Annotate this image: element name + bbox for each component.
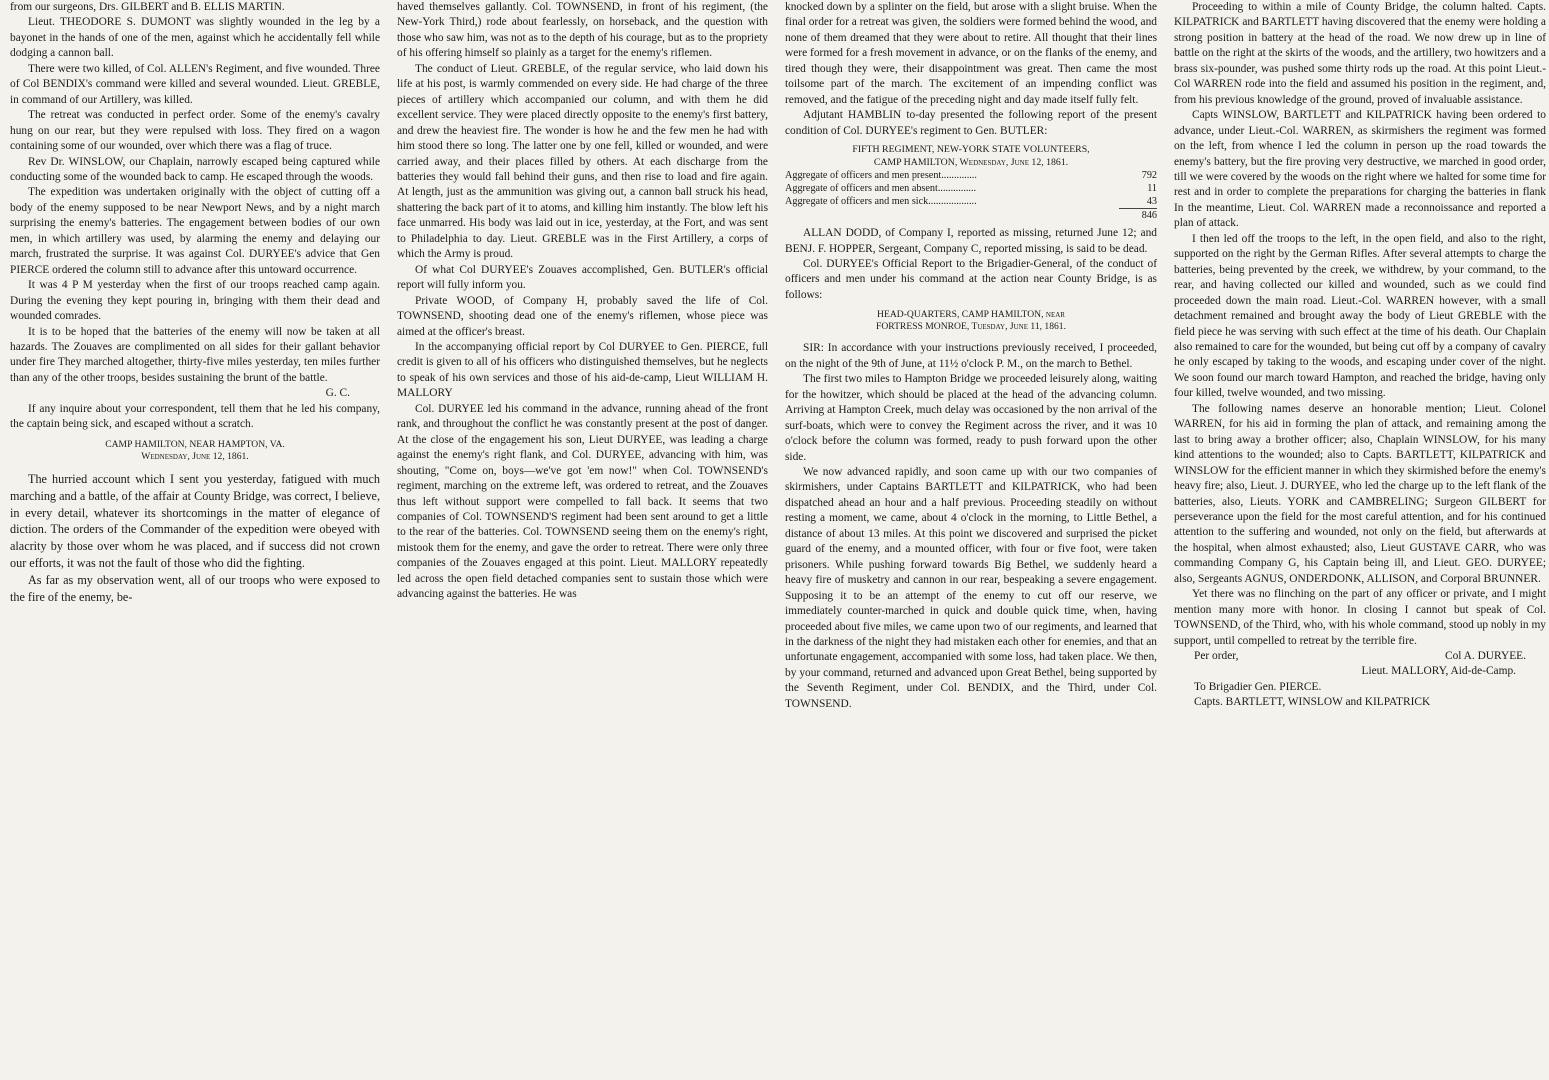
paragraph: In the accompanying official report by Col DURYEE to Gen. PIERCE, full credit is given to all of his officers who distinguished themselves, but he neglects to speak of his own services and those of his aid-de-camp, Lieut WILLIAM H. MALLORY [397, 340, 768, 400]
row-value: 11 [1147, 183, 1157, 195]
table-subheader: CAMP HAMILTON, Wednesday, June 12, 1861. [873, 157, 1069, 169]
paragraph: Private WOOD, of Company H, probably saved the life of Col. TOWNSEND, shooting dead one of the enemy's riflemen, whose piece was aimed at the officer's breast. [397, 294, 768, 338]
paragraph: Rev Dr. WINSLOW, our Chaplain, narrowly escaped being captured while conducting some of the wounded back to camp. He escaped through the woods. [10, 155, 380, 183]
paragraph: Col. DURYEE led his command in the advance, running ahead of the front rank, and throughout the conflict he was constantly present at the post of danger. At the close of the engagement his son, Lieut DURYEE, was leading a charge against the enemy's right flank, and Col. DURYEE, advancing with him, was shouting, "Come on, boys—we've got 'em now!" when Col. TOWNSEND's regiment, marching on the extreme left, was ordered to retreat, and the Zouaves thus left without support were compelled to fall back. It seems that two companies of Col. TOWNSEND'S regiment had been sent around to get a little to the rear of the batteries. Col. TOWNSEND seeing them on the enemy's right, mistook them for the enemy, and gave the order to retreat. There were only three companies of the Zouaves engaged at this point. Lieut. MALLORY repeatedly led across the open field detached companies sent to sustain those which were advancing against the batteries. He was [397, 402, 768, 601]
column-2 [391, 0, 774, 1080]
row-label: Aggregate of officers and men present.............. [785, 170, 977, 182]
table-row [785, 169, 1157, 182]
paragraph: SIR: In accordance with your instructions previously received, I proceeded, on the night of the 9th of June, at 11½ o'clock P. M., on the march to Bethel. [785, 342, 1157, 370]
table-header: FIFTH REGIMENT, NEW-YORK STATE VOLUNTEERS, [852, 144, 1090, 156]
signature-line [1174, 649, 1546, 664]
paragraph: knocked down by a splinter on the field, but arose with a slight bruise. When the final order for a retreat was given, the soldiers were formed behind the wood, and none of them dreamed that they were about to retire. All thought that their lines were formed for a fresh movement in advance, or on the flanks of the enemy, and tired though they were, their disappointment was great. Then came the most toilsome part of the march. The excitement of an impending conflict was removed, and the fatigue of the preceding night and day made itself fully felt. [785, 1, 1157, 106]
paragraph: As far as my observation went, all of our troops who were exposed to the fire of the enemy, be- [10, 573, 380, 605]
column-4 [1168, 0, 1549, 1080]
paragraph: Adjutant HAMBLIN to-day presented the following report of the present condition of Col. DURYEE's regiment to Gen. BUTLER: [785, 109, 1157, 137]
paragraph: Proceeding to within a mile of County Bridge, the column halted. Capts. KILPATRICK and BARTLETT having discovered that the enemy were holding a strong position in battery at the head of the road. We now drew up in line of battle on the right at the skirts of the woods, and the artillery, two howitzers and a brass six-pounder, was pushed some thirty rods up the road. At this point Lieut.-Col WARREN rode into the field and assumed his position in the regiment, and, from his previous knowledge of the ground, proved of invaluable assistance. [1174, 1, 1546, 106]
paragraph: The retreat was conducted in perfect order. Some of the enemy's cavalry hung on our rear, but they were repulsed with loss. They fired on a wagon containing some of our wounded, over which there was a flag of truce. [10, 109, 380, 153]
paragraph: I then led off the troops to the left, in the open field, and also to the right, supported on the right by the German Rifles. After several attempts to charge the batteries, being prevented by the creek, we withdrew, by your command, to the rear, and having collected our killed and wounded, such as we could find proceeded down the main road. Lieut.-Col. WARREN however, with a small detachment remained and brought away the body of Lieut GREBLE with the field piece he was serving with such effect at the time of his death. Our Chaplain also remained to care for the wounded, but being cut off by a company of cavalry he only escaped by taking to the woods, and escaping under cover of the night. We soon found our march toward Hampton, and reached the bridge, having only four killed, twelve wounded, and two missing. [1174, 232, 1546, 400]
paragraph: The hurried account which I sent you yesterday, fatigued with much marching and a battle, of the affair at County Bridge, was correct, I believe, in every detail, whatever its shortcomings in the matter of elegance of diction. The orders of the Commander of the expedition were obeyed with alacrity by those over whom he was placed, and if success did not crown our efforts, it was not the fault of those who did the fighting. [10, 471, 380, 571]
dateline-place: CAMP HAMILTON, NEAR HAMPTON, VA. [105, 438, 285, 450]
dateline-place: HEAD-QUARTERS, CAMP HAMILTON, near [877, 309, 1065, 321]
row-value: 43 [1146, 196, 1157, 208]
addressee: To Brigadier Gen. PIERCE. [1194, 680, 1322, 693]
paragraph: The conduct of Lieut. GREBLE, of the regular service, who laid down his life at his post, is warmly commended on every side. He had charge of the three pieces of artillery which accompanied our column, and with them he did excellent service. They were placed directly opposite to the enemy's first battery, and drew the heaviest fire. The wonder is how he and the few men he had with him stood there so long. The latter one by one fell, killed or wounded, and were carried away, and their places filled by others. At each discharge from the batteries they would fall behind their guns, and then rise to load and fire again. At length, just as the ammunition was giving out, a cannon ball struck his head, shattering the back part of it to atoms, and killing him instantly. The blow left his face unmarred. His body was laid out in ice, yesterday, at the Fort, and was sent to Philadelphia to day. Lieut. GREBLE was in the First Artillery, a corps of which the Army is proud. [397, 62, 768, 261]
row-value: 792 [1141, 170, 1157, 182]
paragraph: We now advanced rapidly, and soon came up with our two companies of skirmishers, under Captains BARTLETT and KILPATRICK, who had been dispatched ahead an hour and a half previous. Proceeding steadily on without resting a moment, we came, about 4 o'clock in the morning, to Little Bethel, a distance of about 13 miles. At this point we discovered and surprised the picket guard of the enemy, and a mounted officer, with four or five foot, were taken prisoners. While pushing forward towards Big Bethel, we suddenly heard a heavy fire of musketry and cannon in our rear, bespeaking a severe engagement. Supposing it to be an attempt of the enemy to cut off our reserve, we immediately counter-marched in quick and double quick time, when, having proceeded about five miles, we came upon two of our regiments, and learned that in the darkness of the night they had mistaken each other for enemies, and that an unfortunate engagement, accompanied with some loss, had taken place. We then, by your command, returned and advanced upon Great Bethel, being supported by the Seventh Regiment, under Col. BENDIX, and the Third, under Col. TOWNSEND. [785, 465, 1157, 710]
dateline [10, 439, 380, 463]
paragraph: It is to be hoped that the batteries of the enemy will now be taken at all hazards. The Zouaves are complimented on all sides for their gallant behavior under fire They marched altogether, thirty-five miles yesterday, ten miles further than any of the other troops, besides sustaining the brunt of the battle. [10, 325, 380, 384]
signature-duryee: Col A. DURYEE. [1444, 650, 1526, 663]
paragraph: Col. DURYEE's Official Report to the Brigadier-General, of the conduct of officers and men under his command at the action near County Bridge, is as follows: [785, 257, 1157, 301]
dateline-date: FORTRESS MONROE, Tuesday, June 11, 1861. [875, 321, 1067, 333]
regiment-report-table [785, 143, 1157, 222]
paragraph: If any inquire about your correspondent, tell them that he led his company, the captain being sick, and escaped without a scratch. [10, 402, 380, 431]
paragraph: The first two miles to Hampton Bridge we proceeded leisurely along, waiting for the howitzer, which should be placed at the head of the advancing column. Arriving at Hampton Creek, much delay was occasioned by the non arrival of the surf-boats, which were to convey the Regiment across the river, and it was 10 o'clock before the column was formed, ready to push forward upon the other side. [785, 373, 1157, 463]
addressee-captains: Capts. BARTLETT, WINSLOW and KILPATRICK [1194, 696, 1431, 709]
table-row [785, 182, 1157, 195]
paragraph: The following names deserve an honorable mention; Lieut. Colonel WARREN, for his aid in forming the plan of attack, and remaining among the last to bring away a brother officer; also, Chaplain WINSLOW, for his many kind attentions to the wounded; also to Capts. BARTLETT, KILPATRICK and WINSLOW for the efficient manner in which they skirmished before the enemy's heavy fire; also, Lieut. J. DURYEE, who led the charge up to the left flank of the batteries, also, Lieuts. YORK and CAMBRELING; Surgeon GILBERT for perseverance upon the field for the most careful attention, and for his continued attention to the suffering and wounded, not only on the field, but afterwards at the hospital, when almost exhausted; also, Lieut GUSTAVE CARR, who was commanding Company G, his Captain being ill, and Lieut. GEO. DURYEE; also, Sergeants AGNUS, ONDERDONK, ALLISON, and Corporal BRUNNER. [1174, 402, 1546, 585]
column-1 [4, 0, 386, 1080]
dateline-date: Wednesday, June 12, 1861. [141, 450, 249, 462]
signature-mallory: Lieut. MALLORY, Aid-de-Camp. [1361, 665, 1516, 678]
correspondent-initials: G. C. [325, 387, 350, 400]
paragraph: The expedition was undertaken originally with the object of cutting off a body of the enemy supposed to be near Newport News, and by a night march surprising the enemy's batteries. The engagement between bodies of our own men, in which artillery was used, by alarming the enemy and delaying our march, frustrated the surprise. It was against Col. DURYEE's advice that Gen PIERCE ordered the column still to advance after this untoward occurrence. [10, 186, 380, 276]
paragraph: It was 4 P M yesterday when the first of our troops reached camp again. During the evening they kept pouring in, bringing with them their dead and wounded comrades. [10, 279, 380, 323]
row-label: Aggregate of officers and men absent............... [785, 183, 977, 195]
paragraph: ALLAN DODD, of Company I, reported as missing, returned June 12; and BENJ. F. HOPPER, Sergeant, Company C, reported missing, is said to be dead. [785, 227, 1157, 255]
paragraph: Of what Col DURYEE's Zouaves accomplished, Gen. BUTLER's official report will fully inform you. [397, 263, 768, 292]
table-row [785, 195, 1157, 208]
dateline [785, 309, 1157, 333]
paragraph: Lieut. THEODORE S. DUMONT was slightly wounded in the leg by a bayonet in the hands of one of the men, against which he accidentally fell while dodging a cannon ball. [10, 16, 380, 60]
table-total: 846 [1119, 208, 1157, 222]
paragraph: There were two killed, of Col. ALLEN's Regiment, and five wounded. Three of Col BENDIX's command were killed and several wounded. Lieut. GREBLE, in command of our Artillery, was killed. [10, 62, 380, 106]
row-label: Aggregate of officers and men sick................... [785, 196, 977, 208]
paragraph: Capts WINSLOW, BARTLETT and KILPATRICK having been ordered to advance, under Lieut.-Col. WARREN, as skirmishers the regiment was formed on the left, from whence I led the column in person up the road towards the enemy's battery, but the fire proving very destructive, we marched in good order, till we were covered by the woods on the right where we halted for some time for rest and in order to complete the preparations for charging the batteries in flank In the meantime, Lieut. Col. WARREN made a reconnoissance and reported a plan of attack. [1174, 109, 1546, 230]
paragraph: from our surgeons, Drs. GILBERT and B. ELLIS MARTIN. [10, 1, 285, 13]
paragraph: Yet there was no flinching on the part of any officer or private, and I might mention many more with honor. In closing I cannot but speak of Col. TOWNSEND, of the Third, who, with his whole command, stood up nobly in my support, until compelled to retreat by the terrible fire. [1174, 588, 1546, 647]
paragraph: haved themselves gallantly. Col. TOWNSEND, in front of his regiment, (the New-York Third,) rode about fearlessly, on horseback, and the question with those who saw him, was not as to the depth of his courage, but as to the propriety of his offering himself so plainly as a target for the enemy's riflemen. [397, 1, 768, 60]
per-order: Per order, [1194, 650, 1239, 663]
column-3 [779, 0, 1163, 1080]
